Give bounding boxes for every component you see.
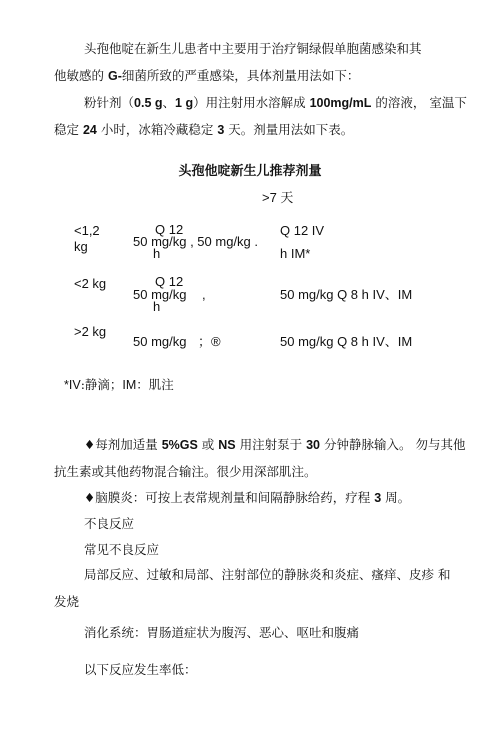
row1-route-1: Q 12 IV: [280, 223, 325, 238]
footnote-iv: *IV: [64, 378, 81, 392]
bullet2-text: 周。: [381, 490, 411, 505]
row3-label: >2 kg: [74, 324, 107, 339]
bullet1-text: 用注射泵于: [235, 437, 307, 452]
powder-text: ）用注射用水溶解成: [193, 95, 310, 110]
footnote-text: ：肌注: [136, 377, 174, 392]
row2-label: <2 kg: [74, 276, 107, 291]
row3-mark: ；®: [198, 334, 221, 349]
powder-dose: 0.5 g: [134, 96, 163, 110]
powder-days: 3: [217, 123, 225, 137]
powder-text: 、: [162, 95, 176, 110]
row1-q12: Q 12: [155, 222, 184, 237]
bullet1-line-1: [84, 437, 465, 453]
powder-text: 稳定: [54, 122, 83, 137]
row2-dose: 50 mg/kg: [133, 287, 187, 302]
intro-gram-negative: G-: [107, 69, 122, 83]
footnote-text: :静滴；: [80, 377, 123, 392]
row1-dose-pair: 50 mg/kg , 50 mg/kg .: [133, 234, 259, 249]
row2-h: h: [153, 299, 161, 314]
bullet1-text: 或: [197, 437, 219, 452]
bullet1-gs: 5%GS: [161, 438, 198, 452]
bullet1-line-2: 抗生素或其他药物混合输注。很少用深部肌注。: [54, 464, 317, 479]
row3-dose: 50 mg/kg: [133, 334, 187, 349]
row2-comma: ,: [202, 287, 206, 302]
powder-line-2: [54, 122, 353, 138]
row1-label-1: <1,2: [74, 223, 100, 238]
intro-text: 他敏感的: [54, 68, 108, 83]
adverse-digestive: 消化系统：胃肠道症状为腹泻、恶心、呕吐和腹痛: [84, 625, 360, 640]
bullet2-text: ♦脑膜炎：可按上表常规剂量和间隔静脉给药，疗程: [84, 490, 375, 505]
adverse-low-rate: 以下反应发生率低：: [84, 662, 197, 677]
intro-text: 细菌所致的严重感染，具体剂量用法如下：: [121, 68, 360, 83]
bullet1-text: ♦每剂加适量: [84, 437, 162, 452]
footnote-im: IM: [122, 378, 137, 392]
row1-route-2: h IM*: [280, 246, 311, 261]
powder-line-1: [84, 95, 467, 111]
adverse-heading: 不良反应: [84, 516, 135, 531]
bullet1-ns: NS: [218, 438, 236, 452]
powder-text: 的溶液， 室温下: [371, 95, 467, 110]
intro-line-2: [54, 68, 359, 84]
bullet1-text: 分钟静脉输入。 勿与其他: [320, 437, 466, 452]
powder-concentration: 100mg/mL: [309, 96, 372, 110]
adverse-local-line-2: 发烧: [54, 594, 80, 609]
powder-text: 天。剂量用法如下表。: [224, 122, 354, 137]
bullet1-minutes: 30: [306, 438, 321, 452]
row2-route: 50 mg/kg Q 8 h IV、IM: [280, 287, 413, 302]
table-title: 头孢他啶新生儿推荐剂量: [178, 164, 322, 179]
adverse-common: 常见不良反应: [84, 542, 160, 557]
powder-dose: 1 g: [175, 96, 194, 110]
powder-text: 小时，冰箱冷藏稳定: [96, 122, 218, 137]
bullet2-line: [84, 490, 410, 506]
row3-route: 50 mg/kg Q 8 h IV、IM: [280, 334, 413, 349]
powder-text: 粉针剂（: [84, 95, 135, 110]
adverse-local-line-1: 局部反应、过敏和局部、注射部位的静脉炎和炎症、瘙痒、皮疹 和: [84, 567, 451, 582]
table-col-header: >7 天: [262, 190, 294, 205]
intro-line-1: 头孢他啶在新生儿患者中主要用于治疗铜绿假单胞菌感染和其: [84, 41, 422, 56]
powder-hours: 24: [82, 123, 97, 137]
row1-label-2: kg: [74, 239, 88, 254]
row1-h: h: [153, 246, 161, 261]
table-footnote: [64, 377, 174, 393]
bullet2-weeks: 3: [374, 491, 382, 505]
row2-q12: Q 12: [155, 274, 184, 289]
